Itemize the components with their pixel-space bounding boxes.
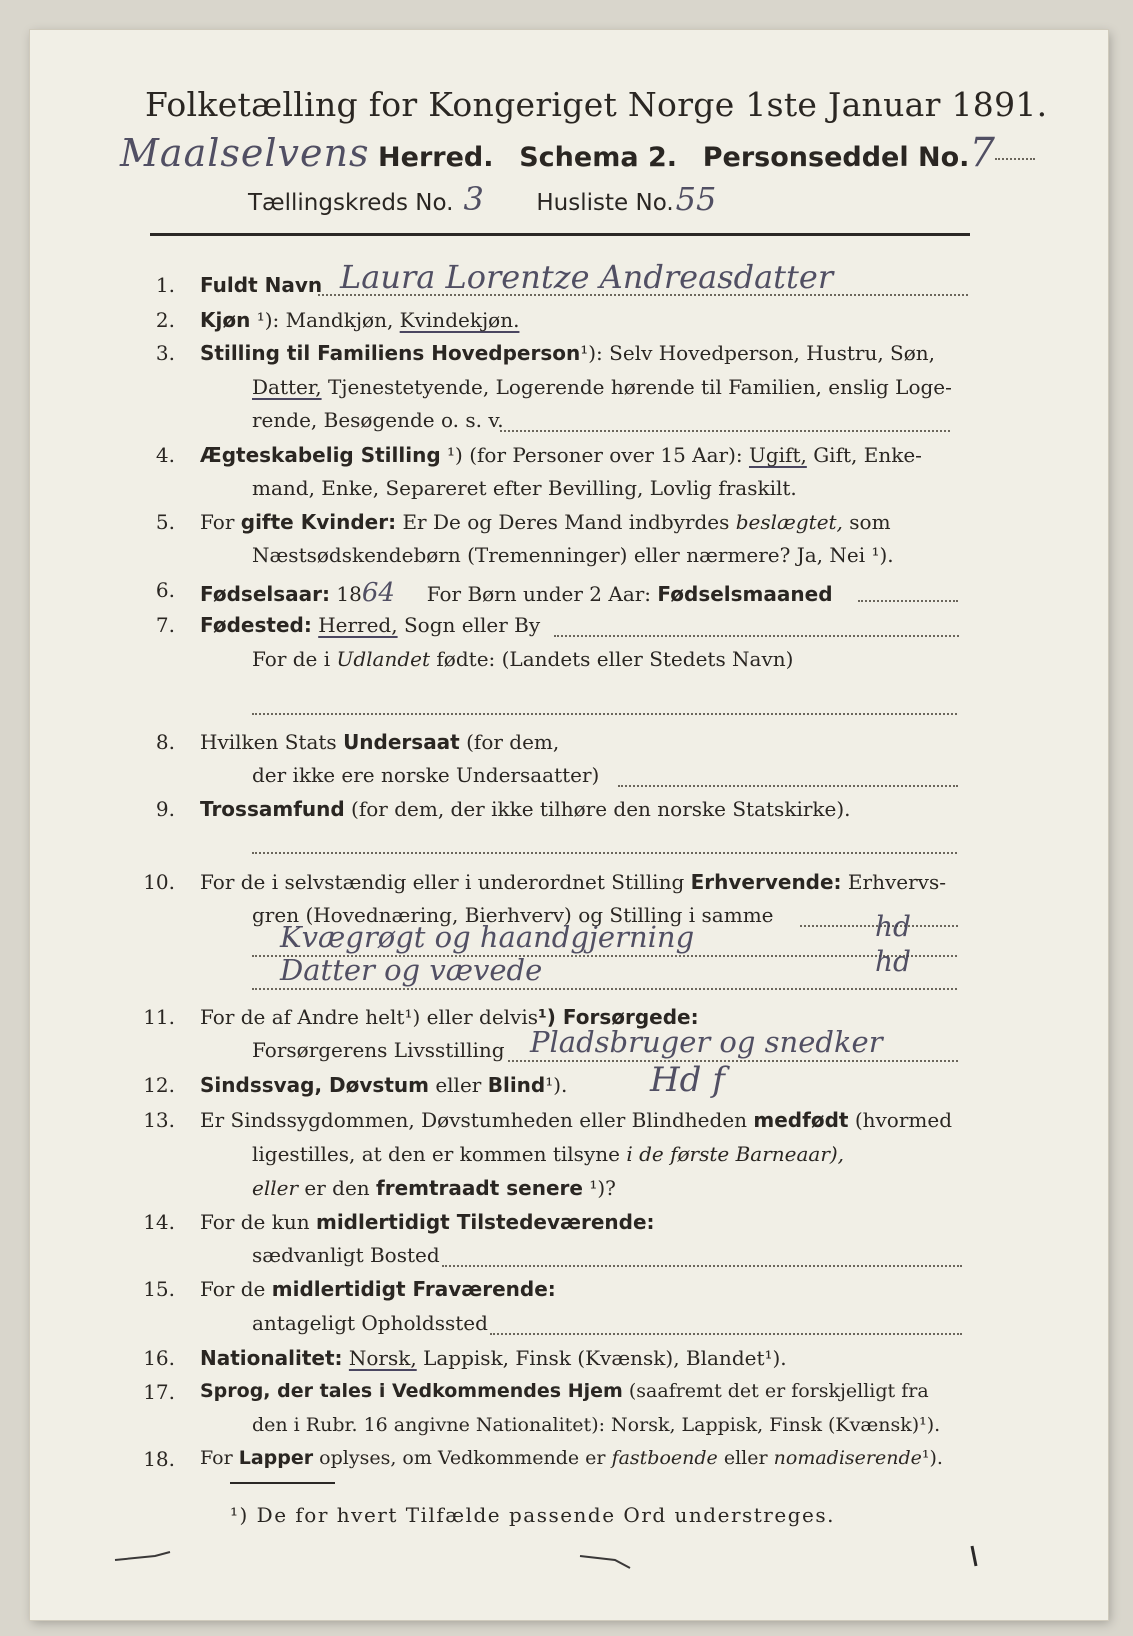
item-8-text-a: Hvilken Stats <box>200 730 337 754</box>
item-3-line-1 <box>200 341 935 365</box>
item-10-line-2: gren (Hovednæring, Bierhverv) og Stilling i samme <box>252 903 774 927</box>
item-1-label: Fuldt Navn <box>200 273 323 297</box>
item-16-line <box>200 1346 787 1370</box>
item-11-line-2: Forsørgerens Livsstilling <box>252 1038 505 1062</box>
item-4-option-ugift: Ugift, <box>748 443 807 467</box>
item-16-label: Nationalitet: <box>200 1346 343 1370</box>
item-14-text-a: For de kun <box>200 1210 310 1234</box>
item-12-line <box>200 1073 567 1097</box>
item-13-line-3-it: eller <box>252 1176 299 1200</box>
item-10-text-b: Erhvervs- <box>847 870 946 894</box>
item-3-text: ¹): Selv Hovedperson, Hustru, Søn, <box>580 341 936 365</box>
item-16-number: 16. <box>143 1346 175 1370</box>
item-3-line-2-text: Tjenestetyende, Logerende hørende til Familien, enslig Loge- <box>327 375 952 399</box>
item-2-label: Kjøn <box>200 308 251 332</box>
item-11-number: 11. <box>143 1005 175 1029</box>
footnote: ¹) De for hvert Tilfælde passende Ord understreges. <box>230 1503 835 1527</box>
item-9-text: (for dem, der ikke tilhøre den norske Statskirke). <box>351 797 851 821</box>
footnote-rule <box>230 1482 335 1484</box>
personseddel-no: 7 <box>969 130 995 176</box>
item-18-text-it-1: fastboende <box>611 1447 718 1469</box>
item-18-number: 18. <box>143 1447 175 1471</box>
item-13-line-3-b: ¹)? <box>589 1176 616 1200</box>
item-5-line-2: Næstsødskendebørn (Tremenninger) eller nærmere? Ja, Nei ¹). <box>252 543 894 567</box>
item-7-number: 7. <box>155 613 175 637</box>
form-title: Folketælling for Kongeriget Norge 1ste Januar 1891. <box>145 85 1048 124</box>
item-14-number: 14. <box>143 1210 175 1234</box>
item-10-text-a: For de i selvstændig eller i underordnet Stilling <box>200 870 685 894</box>
item-10-label: Erhvervende: <box>690 870 842 894</box>
item-15-label: midlertidigt Fraværende: <box>271 1277 556 1301</box>
kreds-line <box>248 180 726 218</box>
item-6-label-2: Fødselsmaaned <box>657 582 833 606</box>
item-5-text-it: beslægtet, <box>735 510 843 534</box>
item-4-number: 4. <box>155 443 175 467</box>
header-rule <box>150 233 970 236</box>
item-13-line-3-label: fremtraadt senere <box>376 1176 583 1200</box>
schema-label: Schema 2. <box>519 142 678 173</box>
item-13-label: medfødt <box>753 1108 849 1132</box>
item-13-number: 13. <box>143 1108 175 1132</box>
item-12-text: eller <box>435 1073 482 1097</box>
occupation-code-2: hd <box>875 945 911 978</box>
item-12-label: Sindssvag, Døvstum <box>200 1073 429 1097</box>
item-7-text-b: Sogn eller By <box>403 613 541 637</box>
item-13-line-2-a: ligestilles, at den er kommen tilsyne <box>252 1142 620 1166</box>
provider-occupation-value: Pladsbruger og snedker <box>530 1025 883 1059</box>
item-18-text-d: ¹). <box>921 1447 943 1469</box>
item-13-line-3 <box>252 1176 616 1200</box>
item-7-option-herred: Herred, <box>318 613 398 637</box>
full-name-value: Laura Lorentze Andreasdatter <box>340 258 834 296</box>
item-7-line-2-it: Udlandet <box>336 647 431 671</box>
item-15-text-a: For de <box>200 1277 266 1301</box>
item-6-line <box>200 578 833 608</box>
item-15-line-2: antageligt Opholdssted <box>252 1311 488 1335</box>
husliste-no: 55 <box>675 180 717 218</box>
item-8-line-1 <box>200 730 559 754</box>
herred-label: Herred. <box>378 142 494 173</box>
item-18-label: Lapper <box>238 1447 314 1469</box>
item-4-line-1 <box>200 443 922 467</box>
birth-year-value: 64 <box>361 578 395 608</box>
item-5-number: 5. <box>155 510 175 534</box>
item-4-line-2: mand, Enke, Separeret efter Bevilling, Lovlig fraskilt. <box>252 476 797 500</box>
item-7-label: Fødested: <box>200 613 312 637</box>
item-11-text-b: ¹) eller delvis <box>404 1005 539 1029</box>
item-3-line-3: rende, Besøgende o. s. v. <box>252 408 504 432</box>
item-13-line-1 <box>200 1108 952 1132</box>
item-12-label-2: Blind <box>487 1073 546 1097</box>
item-18-text-b: oplyses, om Vedkommende er <box>319 1447 606 1469</box>
item-6-text: For Børn under 2 Aar: <box>426 582 652 606</box>
item-13-line-2 <box>252 1142 844 1166</box>
item-15-line-1 <box>200 1277 556 1301</box>
item-13-line-3-a: er den <box>304 1176 370 1200</box>
item-3-option-datter: Datter, <box>252 375 322 399</box>
item-7-line-2-b: fødte: (Landets eller Stedets Navn) <box>436 647 794 671</box>
occupation-code-1: hd <box>875 910 911 943</box>
item-7-line-2-a: For de i <box>252 647 331 671</box>
item-16-text-b: Lappisk, Finsk (Kvænsk), Blandet¹). <box>423 1346 787 1370</box>
item-14-line-1 <box>200 1210 655 1234</box>
item-5-text-a: For <box>200 510 235 534</box>
item-6-label: Fødselsaar: <box>200 582 330 606</box>
item-18-line <box>200 1447 943 1469</box>
item-3-line-2 <box>252 375 952 399</box>
item-5-text-c: som <box>849 510 891 534</box>
item-2-text <box>200 308 519 332</box>
item-3-label: Stilling til Familiens Hovedperson <box>200 341 581 365</box>
item-18-text-c: eller <box>723 1447 768 1469</box>
item-10-line-1 <box>200 870 946 894</box>
item-13-text-a: Er Sindssygdommen, Døvstumheden eller Blindheden <box>200 1108 748 1132</box>
item-7-line-2 <box>252 647 793 671</box>
kreds-label: Tællingskreds No. <box>248 190 454 216</box>
item-17-number: 17. <box>143 1380 175 1404</box>
item-16-option-norsk: Norsk, <box>348 1346 417 1370</box>
item-5-text-b: Er De og Deres Mand indbyrdes <box>402 510 730 534</box>
item-18-text-it-2: nomadiserende <box>773 1447 922 1469</box>
item-14-label: midlertidigt Tilstedeværende: <box>315 1210 655 1234</box>
item-6-number: 6. <box>155 578 175 602</box>
item-2-sup: ¹): <box>256 308 280 332</box>
item-11-label: ¹) Forsørgede: <box>538 1005 699 1029</box>
item-9-line <box>200 797 851 821</box>
item-12-number: 12. <box>143 1073 175 1097</box>
kreds-no: 3 <box>463 180 484 218</box>
item-11-text-a: For de af Andre helt <box>200 1005 405 1029</box>
husliste-label: Husliste No. <box>536 190 674 216</box>
item-8-label: Undersaat <box>343 730 460 754</box>
item-12-sup: ¹). <box>545 1073 568 1097</box>
herred-handwritten: Maalselvens <box>120 131 370 175</box>
item-7-line-1 <box>200 613 540 637</box>
item-14-line-2: sædvanligt Bosted <box>252 1243 440 1267</box>
item-18-text-a: For <box>200 1447 233 1469</box>
item-1-label-row <box>200 273 322 297</box>
item-9-number: 9. <box>155 797 175 821</box>
item-8-line-2: der ikke ere norske Undersaatter) <box>252 763 600 787</box>
item-1-number: 1. <box>155 273 175 297</box>
item-4-text: ¹) (for Personer over 15 Aar): <box>447 443 743 467</box>
birth-year-prefix: 18 <box>336 582 362 606</box>
item-9-label: Trossamfund <box>200 797 345 821</box>
item-17-line-1 <box>200 1380 929 1402</box>
item-2-option-female: Kvindekjøn. <box>399 308 520 332</box>
item-2-option-male: Mandkjøn, <box>285 308 394 332</box>
item-8-text-b: (for dem, <box>466 730 560 754</box>
personseddel-label: Personseddel No. <box>702 142 970 173</box>
census-form <box>30 30 1108 1620</box>
occupation-line-1: Kvægrøgt og haandgjerning <box>280 920 695 954</box>
item-3-number: 3. <box>155 341 175 365</box>
item-17-text: (saafremt det er forskjelligt fra <box>628 1380 929 1402</box>
item-8-number: 8. <box>155 730 175 754</box>
item-15-number: 15. <box>143 1277 175 1301</box>
occupation-line-2: Datter og vævede <box>280 953 543 987</box>
item-2-number: 2. <box>155 308 175 332</box>
item-13-text-b: (hvormed <box>854 1108 952 1132</box>
item-5-label: gifte Kvinder: <box>240 510 397 534</box>
item-13-line-2-it: i de første Barneaar), <box>626 1142 845 1166</box>
item-17-label: Sprog, der tales i Vedkommendes Hjem <box>200 1380 623 1402</box>
pen-marks <box>110 1538 1010 1578</box>
item-5-line-1 <box>200 510 891 534</box>
item-17-line-2: den i Rubr. 16 angivne Nationalitet): Norsk, Lappisk, Finsk (Kvænsk)¹). <box>252 1414 941 1436</box>
item-4-text-c: Gift, Enke- <box>813 443 922 467</box>
item-4-label: Ægteskabelig Stilling <box>200 443 441 467</box>
item-10-number: 10. <box>143 870 175 894</box>
item-12-handwritten: Hd f <box>650 1060 725 1100</box>
herred-line <box>120 130 1035 176</box>
